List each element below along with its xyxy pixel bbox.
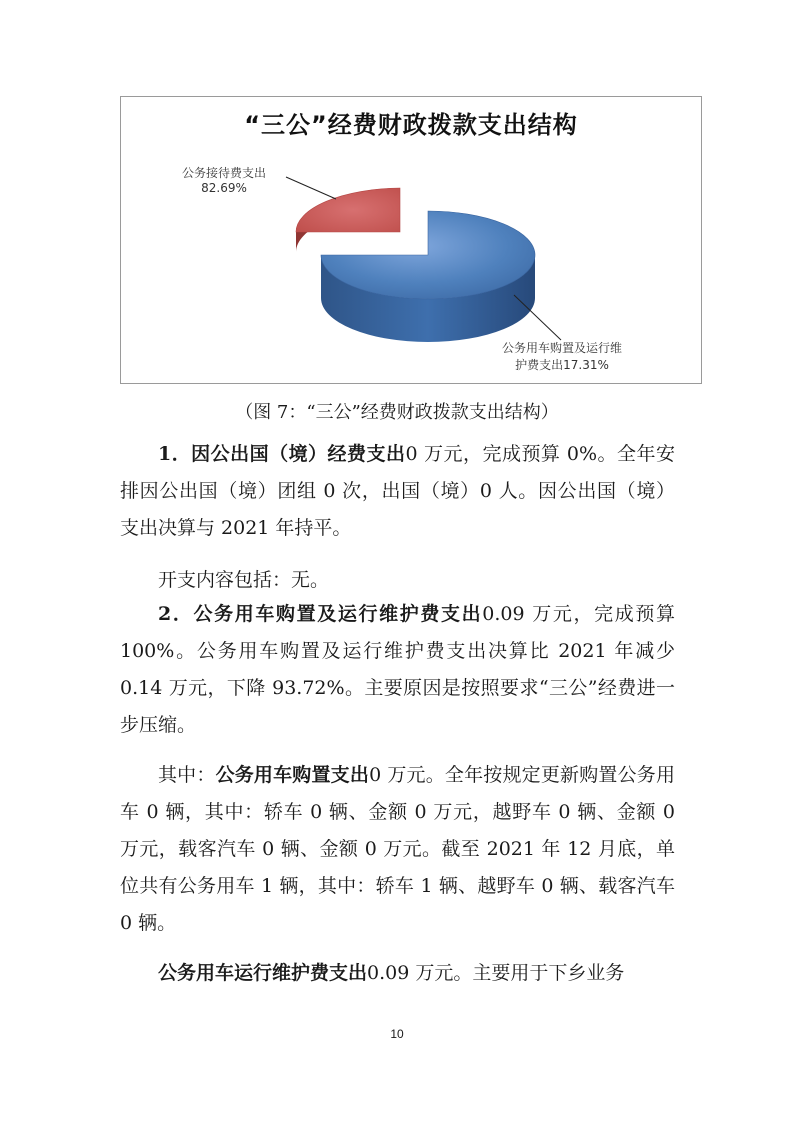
chart-title: “三公”经费财政拨款支出结构 xyxy=(244,111,578,139)
heading-vehicle-expenses: 2．公务用车购置及运行维护费支出 xyxy=(158,603,483,625)
heading-overseas-travel: 1．因公出国（境）经费支出 xyxy=(158,443,406,465)
paragraph-vehicle-purchase xyxy=(120,757,675,942)
label-red-value: 82.69% xyxy=(201,181,247,195)
paragraph-overseas-travel xyxy=(120,436,675,547)
pie-chart-figure xyxy=(120,96,702,384)
paragraph-vehicle-maintenance xyxy=(120,955,675,992)
text-vehicle-purchase: 0 万元。全年按规定更新购置公务用车 0 辆，其中：轿车 0 辆、金额 0 万元，越野车 0 辆、金额 0 万元，载客汽车 0 辆、金额 0 万元。截至 2021 年 12 月底，单位共有公务用车 1 辆，其中：轿车 1 辆、越野车 0 辆、载客汽车 0 辆。 xyxy=(120,764,675,934)
heading-vehicle-purchase: 公务用车购置支出 xyxy=(215,764,370,786)
paragraph-expense-content xyxy=(120,562,675,599)
label-red-name: 公务接待费支出 xyxy=(181,166,267,180)
label-blue-line1: 公务用车购置及运行维 xyxy=(501,341,623,355)
text-expense-content: 开支内容包括：无。 xyxy=(158,569,330,591)
page-number: 10 xyxy=(390,1027,404,1041)
text-vehicle-maintenance: 0.09 万元。主要用于下乡业务 xyxy=(367,962,625,984)
paragraph-vehicle-expenses xyxy=(120,596,675,744)
heading-vehicle-maintenance: 公务用车运行维护费支出 xyxy=(158,962,368,984)
label-blue-line2: 护费支出17.31% xyxy=(515,358,609,372)
leader-line-red xyxy=(286,177,336,199)
text-vehicle-expenses: 0.09 万元，完成预算 100%。公务用车购置及运行维护费支出决算比 2021 年减少 0.14 万元，下降 93.72%。主要原因是按照要求“三公”经费进一步压缩。 xyxy=(120,603,675,736)
pie-slice-red xyxy=(296,188,400,232)
figure-caption: （图 7：“三公”经费财政拨款支出结构） xyxy=(235,402,559,423)
prefix-vehicle-purchase: 其中： xyxy=(158,764,216,786)
text-overseas-travel: 0 万元，完成预算 0%。全年安排因公出国（境）团组 0 次，出国（境）0 人。因公出国（境）支出决算与 2021 年持平。 xyxy=(120,443,675,539)
pie-chart-svg xyxy=(121,97,701,383)
